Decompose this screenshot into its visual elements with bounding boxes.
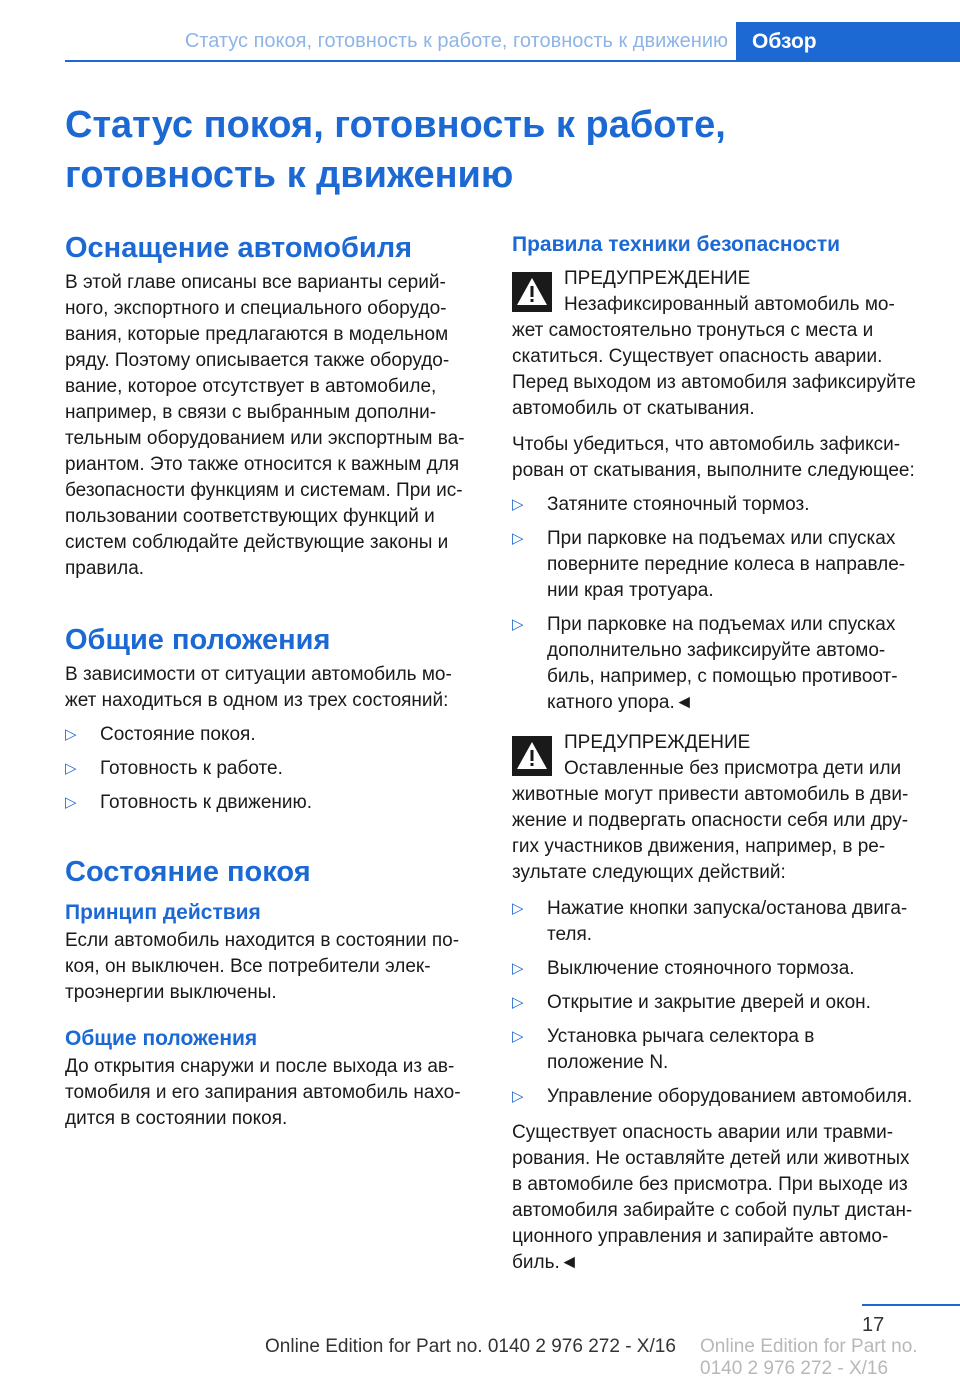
header-context: Статус покоя, готовность к работе, готовность к движению — [184, 30, 728, 52]
warning-triangle-icon — [512, 272, 552, 312]
footer-rule — [862, 1304, 960, 1306]
triangle-bullet-icon: ▷ — [512, 900, 524, 917]
paragraph: В этой главе описаны все варианты серий- ного, экспортного и специального оборудо- вания, которые предлагаются в модельном ряду. Поэтому описывается также оборудо- вание, которое отсутствует в автомобиле, например, в связи с выбранным дополни- тельным оборудованием или экспортным ва- риантом. Это также относится к важным для безопасности функциям и системам. При ис- пользовании соответствующих функций и систем соблюдайте действующие законы и правила. — [65, 272, 465, 579]
list-item: ▷ Готовность к работе. — [65, 756, 477, 782]
triangle-bullet-icon: ▷ — [65, 794, 77, 811]
page-header — [65, 22, 960, 62]
bullet-list — [512, 896, 932, 1110]
triangle-bullet-icon: ▷ — [512, 616, 524, 633]
list-item: ▷ Открытие и закрытие дверей и окон. — [512, 990, 932, 1016]
paragraph: В зависимости от ситуации автомобиль мо- жет находиться в одном из трех состояний: — [65, 664, 452, 711]
bullet-list — [65, 722, 477, 816]
right-column — [512, 228, 932, 1276]
warning-triangle-icon — [512, 736, 552, 776]
paragraph: Существует опасность аварии или травми- рования. Не оставляйте детей или животных в автомобиле без присмотра. При выходе из автомобиля забирайте с собой пульт дистан- ционного управления и запирайте автомо- биль.◄ — [512, 1122, 913, 1273]
list-item: ▷ Готовность к движению. — [65, 790, 477, 816]
subsection-heading: Общие положения — [65, 1027, 258, 1050]
triangle-bullet-icon: ▷ — [65, 760, 77, 777]
list-item: ▷ При парковке на подъемах или спусках поверните передние колеса в направле- нии края тротуара. — [512, 528, 906, 601]
triangle-bullet-icon: ▷ — [512, 1088, 524, 1105]
paragraph: До открытия снаружи и после выхода из ав- томобиля и его запирания автомобиль нахо- дится в состоянии покоя. — [65, 1056, 461, 1129]
triangle-bullet-icon: ▷ — [512, 1028, 524, 1045]
section-heading: Общие положения — [65, 624, 331, 656]
triangle-bullet-icon: ▷ — [512, 530, 524, 547]
subsection-heading: Принцип действия — [65, 901, 261, 924]
header-rule — [65, 60, 960, 62]
warning-title: ПРЕДУПРЕЖДЕНИЕ — [564, 268, 751, 289]
warning-block: ПРЕДУПРЕЖДЕНИЕ Незафиксированный автомобиль мо- жет самостоятельно тронуться с места и скатиться. Существует опасность аварии. Перед выходом из автомобиля зафиксируйте автомобиль от скатывания. — [512, 266, 932, 422]
section-heading: Оснащение автомобиля — [65, 232, 413, 264]
triangle-bullet-icon: ▷ — [65, 726, 77, 743]
list-item: ▷ Затяните стояночный тормоз. — [512, 492, 932, 518]
list-item: ▷ При парковке на подъемах или спусках дополнительно зафиксируйте автомо- биль, например, с помощью противоот- катного упора.◄ — [512, 614, 898, 713]
triangle-bullet-icon: ▷ — [512, 960, 524, 977]
paragraph: Если автомобиль находится в состоянии по- коя, он выключен. Все потребители элек- троэнергии выключены. — [65, 930, 460, 1003]
footer-watermark: Online Edition for Part no. 0140 2 976 272 - X/16 — [700, 1336, 918, 1379]
triangle-bullet-icon: ▷ — [512, 496, 524, 513]
list-item: ▷ Состояние покоя. — [65, 722, 477, 748]
header-tab-overview[interactable]: Обзор — [736, 22, 960, 62]
list-item: ▷ Нажатие кнопки запуска/останова двига- теля. — [512, 898, 908, 945]
warning-title: ПРЕДУПРЕЖДЕНИЕ — [564, 732, 751, 753]
list-item: ▷ Выключение стояночного тормоза. — [512, 956, 932, 982]
footer-edition: Online Edition for Part no. 0140 2 976 272 - X/16 — [265, 1336, 676, 1357]
left-column — [65, 228, 477, 1132]
page-title: Статус покоя, готовность к работе, готовность к движению — [65, 104, 726, 196]
list-item: ▷ Управление оборудованием автомобиля. — [512, 1084, 932, 1110]
bullet-list — [512, 492, 932, 716]
section-heading: Состояние покоя — [65, 856, 311, 888]
triangle-bullet-icon: ▷ — [512, 994, 524, 1011]
page-number: 17 — [862, 1314, 885, 1336]
warning-block: ПРЕДУПРЕЖДЕНИЕ Оставленные без присмотра дети или животные могут привести автомобиль в дви- жение и подвергать опасности себя или дру- гих участников движения, например, в ре- зультате следующих действий: — [512, 730, 932, 886]
section-heading: Правила техники безопасности — [512, 233, 841, 256]
list-item: ▷ Установка рычага селектора в положение N. — [512, 1026, 815, 1073]
paragraph: Чтобы убедиться, что автомобиль зафикси- рован от скатывания, выполните следующее: — [512, 434, 915, 481]
